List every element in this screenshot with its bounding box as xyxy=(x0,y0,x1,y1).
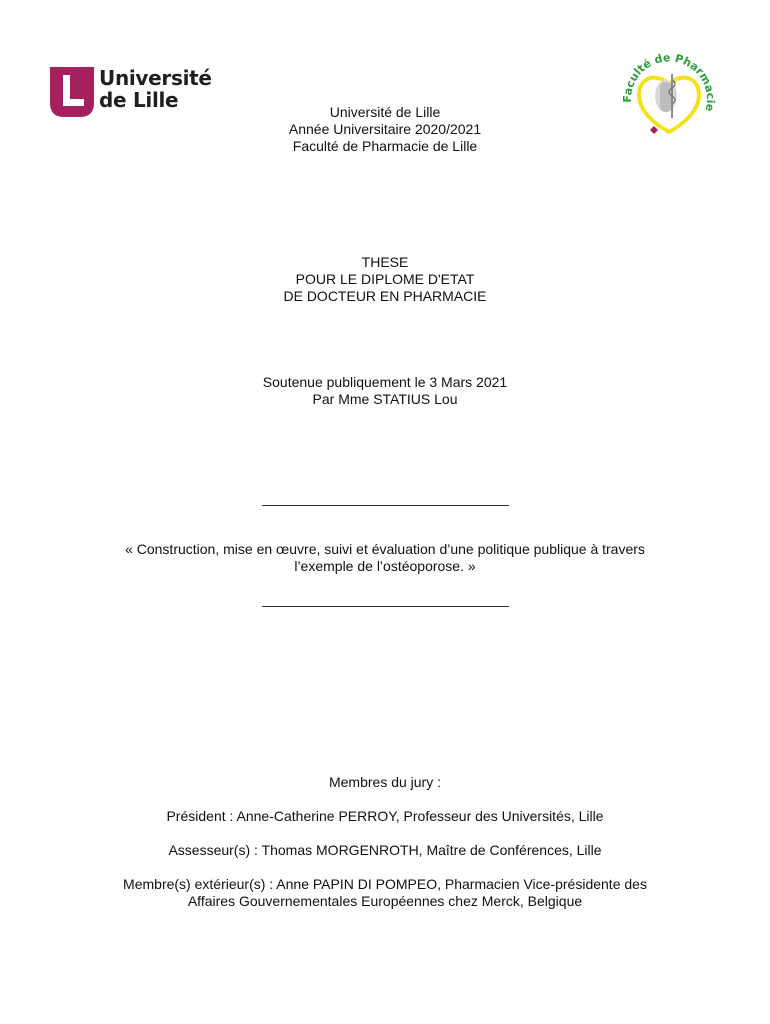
defense-date: Soutenue publiquement le 3 Mars 2021 xyxy=(262,374,508,390)
these-line-1: THESE xyxy=(361,254,409,270)
header-academic-year: Année Universitaire 2020/2021 xyxy=(288,121,482,137)
thesis-title xyxy=(60,541,710,575)
thesis-title-line-2: l’exemple de l’ostéoporose. » xyxy=(294,558,476,574)
these-line-2: POUR LE DIPLOME D'ETAT xyxy=(295,271,475,287)
jury-block xyxy=(0,774,770,910)
defense-block xyxy=(0,374,770,408)
title-separator-bottom xyxy=(262,606,509,607)
thesis-title-line-1: « Construction, mise en œuvre, suivi et évaluation d’une politique publique à travers xyxy=(125,541,645,557)
header-university: Université de Lille xyxy=(329,104,441,120)
jury-external-line-1: Membre(s) extérieur(s) : Anne PAPIN DI POMPEO, Pharmacien Vice-présidente des xyxy=(123,876,647,892)
title-separator-top xyxy=(262,505,509,506)
jury-president: Président : Anne-Catherine PERROY, Professeur des Universités, Lille xyxy=(166,808,604,824)
jury-heading: Membres du jury : xyxy=(328,774,442,790)
university-logo-line1: Université xyxy=(99,66,212,90)
these-line-3: DE DOCTEUR EN PHARMACIE xyxy=(283,288,487,304)
header-block xyxy=(0,104,770,155)
these-block xyxy=(0,254,770,305)
defense-author: Par Mme STATIUS Lou xyxy=(312,391,458,407)
jury-external-line-2: Affaires Gouvernementales Européennes chez Merck, Belgique xyxy=(187,893,583,909)
svg-text:Faculté de Pharmacie de Lille: Faculté de Pharmacie xyxy=(620,51,718,113)
header-faculty: Faculté de Pharmacie de Lille xyxy=(292,138,478,154)
university-logo-line2: de Lille xyxy=(99,88,179,112)
jury-assessor: Assesseur(s) : Thomas MORGENROTH, Maître de Conférences, Lille xyxy=(168,842,602,858)
